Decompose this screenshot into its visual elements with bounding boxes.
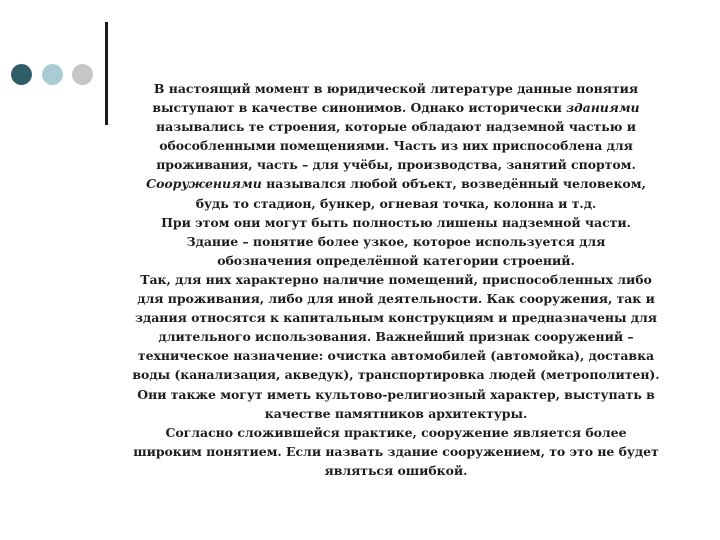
emphasis-term: Сооружениями xyxy=(146,176,262,192)
text-line: широким понятием. Если назвать здание сооружением, то это не будет xyxy=(133,443,659,459)
text-line: для проживания, либо для иной деятельности. Как сооружения, так и xyxy=(137,291,655,307)
text-line: Сооружениями назывался любой объект, возведённый человеком, xyxy=(146,176,646,192)
text-line: являться ошибкой. xyxy=(324,462,468,478)
decor-vertical-line xyxy=(105,22,108,125)
decor-dot-light-blue xyxy=(42,64,63,85)
text-line: проживания, часть – для учёбы, производства, занятий спортом. xyxy=(156,157,636,173)
text-line: будь то стадион, бункер, огневая точка, колонна и т.д. xyxy=(195,195,597,211)
text-line: В настоящий момент в юридической литературе данные понятия xyxy=(153,81,639,96)
text-line: выступают в качестве синонимов. Однако исторически зданиями xyxy=(152,100,640,116)
text-line: техническое назначение: очистка автомобилей (автомойка), доставка xyxy=(137,348,655,364)
text-line: Так, для них характерно наличие помещений, приспособленных либо xyxy=(140,271,652,287)
emphasis-term: зданиями xyxy=(566,100,640,116)
text-line: обособленными помещениями. Часть из них приспособлена для xyxy=(159,138,633,154)
slide-body-text xyxy=(128,79,664,480)
text-line: Здание – понятие более узкое, которое используется для xyxy=(186,233,606,249)
text-line: При этом они могут быть полностью лишены надземной части. xyxy=(161,214,631,230)
text-line: здания относятся к капитальным конструкциям и предназначены для xyxy=(135,310,657,326)
text-line: качестве памятников архитектуры. xyxy=(264,405,528,421)
text-line: назывались те строения, которые обладают надземной частью и xyxy=(156,119,636,135)
decor-dot-gray xyxy=(72,64,93,85)
text-line: Согласно сложившейся практике, сооружение является более xyxy=(165,424,627,440)
decor-dot-dark xyxy=(11,64,32,85)
text-line: обозначения определённой категории строений. xyxy=(217,252,575,268)
text-line: воды (канализация, акведук), транспортировка людей (метрополитен). xyxy=(132,367,660,383)
text-line: длительного использования. Важнейший признак сооружений – xyxy=(158,329,634,345)
text-line: Они также могут иметь культово-религиозный характер, выступать в xyxy=(137,386,655,402)
